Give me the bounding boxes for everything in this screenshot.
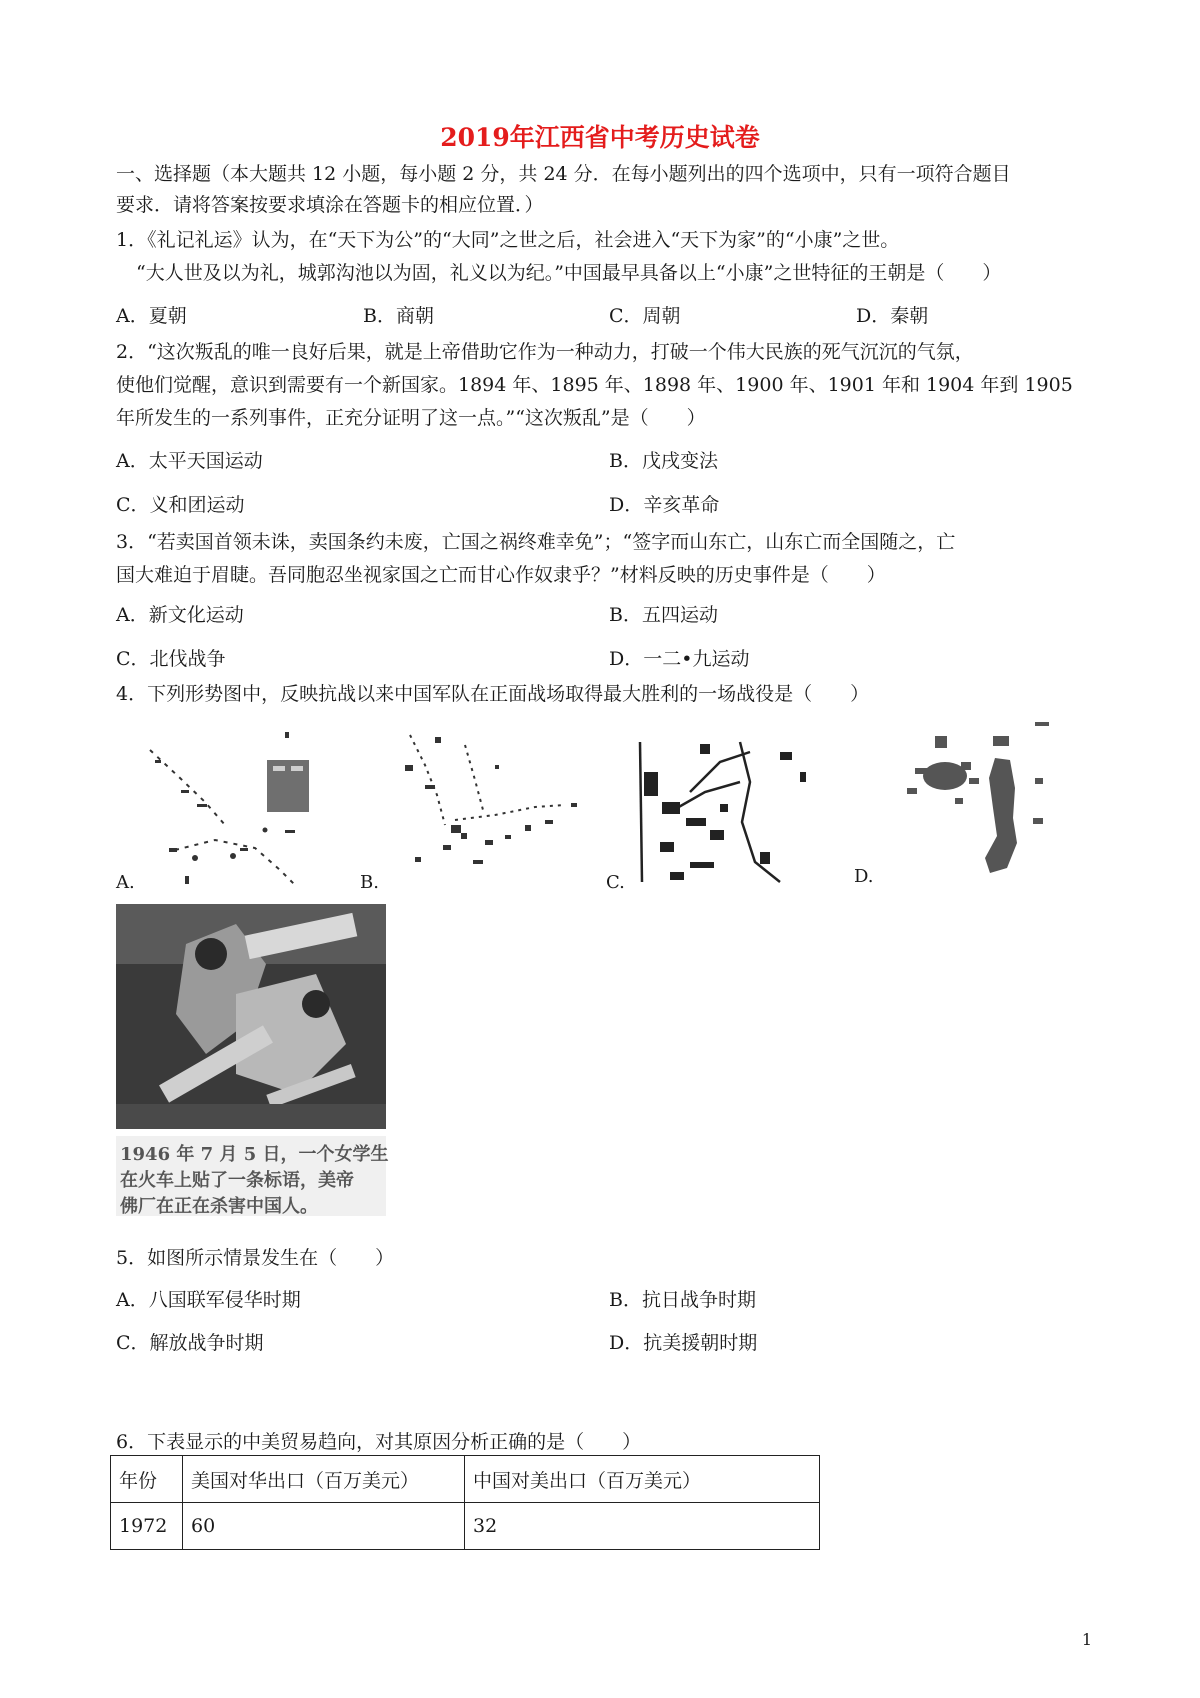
q1-text-line-1: 1．《礼记礼运》认为，在“天下为公”的“大同”之世之后，社会进入“天下为家”的“小康”之世。 <box>116 229 900 251</box>
q5-option-c[interactable]: C．解放战争时期 <box>116 1332 264 1354</box>
page-title: 2019年江西省中考历史试卷 <box>440 123 760 152</box>
q1-text-line-2: “大人世及以为礼，城郭沟池以为固，礼义以为纪。”中国最早具备以上“小康”之世特征的王朝是（ ） <box>136 262 1002 284</box>
q2-option-b[interactable]: B．戊戌变法 <box>609 450 718 472</box>
table-header-cell: 年份 <box>111 1456 183 1503</box>
q5-text-line-1: 5．如图所示情景发生在（ ） <box>116 1247 395 1269</box>
trade-table <box>110 1455 820 1550</box>
q1-option-a[interactable]: A．夏朝 <box>116 305 187 327</box>
table-cell: 32 <box>465 1503 820 1550</box>
q6-text-line-1: 6．下表显示的中美贸易趋向，对其原因分析正确的是（ ） <box>116 1431 642 1453</box>
q5-option-a[interactable]: A．八国联军侵华时期 <box>116 1289 301 1311</box>
q2-text-line-2: 使他们觉醒，意识到需要有一个新国家。1894 年、1895 年、1898 年、1900 年、1901 年和 1904 年到 1905 <box>116 374 1073 396</box>
q1-option-d[interactable]: D．秦朝 <box>856 305 929 327</box>
photo-image <box>116 904 386 1129</box>
q2-text-line-1: 2．“这次叛乱的唯一良好后果，就是上帝借助它作为一种动力，打破一个伟大民族的死气沉沉的气氛， <box>116 341 974 363</box>
q2-option-d[interactable]: D．辛亥革命 <box>609 494 720 516</box>
q2-option-c[interactable]: C．义和团运动 <box>116 494 245 516</box>
q1-option-b[interactable]: B．商朝 <box>363 305 434 327</box>
photo-caption-line-1: 1946 年 7 月 5 日，一个女学生 <box>120 1144 389 1165</box>
q3-text-line-1: 3．“若卖国首领未诛，卖国条约未废，亡国之祸终难幸免”；“签字而山东亡，山东亡而全国随之，亡 <box>116 531 956 553</box>
photo-caption-line-3: 佛厂在正在杀害中国人。 <box>120 1196 318 1217</box>
q3-option-a[interactable]: A．新文化运动 <box>116 604 244 626</box>
map-c-label: C. <box>606 872 625 893</box>
map-d[interactable] <box>885 718 1060 878</box>
table-row <box>111 1503 820 1550</box>
photo-caption-box <box>116 1136 389 1217</box>
q3-option-c[interactable]: C．北伐战争 <box>116 648 226 670</box>
section-instructions-line-1: 一、选择题（本大题共 12 小题，每小题 2 分，共 24 分．在每小题列出的四个选项中，只有一项符合题目 <box>116 163 1011 185</box>
q2-option-a[interactable]: A．太平天国运动 <box>116 450 263 472</box>
q3-option-b[interactable]: B．五四运动 <box>609 604 718 626</box>
table-header-row <box>111 1456 820 1503</box>
q3-text-line-2: 国大难迫于眉睫。吾同胞忍坐视家国之亡而甘心作奴隶乎？”材料反映的历史事件是（ ） <box>116 564 886 586</box>
q3-option-d[interactable]: D．一二•九运动 <box>609 648 750 670</box>
q4-text-line-1: 4．下列形势图中，反映抗战以来中国军队在正面战场取得最大胜利的一场战役是（ ） <box>116 683 870 705</box>
map-a[interactable] <box>145 730 345 890</box>
page-number: 1 <box>1081 1630 1092 1649</box>
photo-caption-line-2: 在火车上贴了一条标语，美帝 <box>120 1170 354 1191</box>
table-cell: 60 <box>183 1503 465 1550</box>
map-d-label: D. <box>854 866 874 887</box>
map-b[interactable] <box>395 725 595 880</box>
historical-photo <box>116 904 389 1217</box>
q5-option-b[interactable]: B．抗日战争时期 <box>609 1289 756 1311</box>
table-header-cell: 中国对美出口（百万美元） <box>465 1456 820 1503</box>
table-cell: 1972 <box>111 1503 183 1550</box>
q2-text-line-3: 年所发生的一系列事件，正充分证明了这一点。”“这次叛乱”是（ ） <box>116 407 706 429</box>
q5-option-d[interactable]: D．抗美援朝时期 <box>609 1332 758 1354</box>
q1-option-c[interactable]: C．周朝 <box>609 305 681 327</box>
map-b-label: B. <box>360 872 379 893</box>
map-a-label: A. <box>116 872 135 893</box>
section-instructions-line-2: 要求．请将答案按要求填涂在答题卡的相应位置．） <box>116 194 544 216</box>
table-header-cell: 美国对华出口（百万美元） <box>183 1456 465 1503</box>
map-c[interactable] <box>630 722 815 887</box>
